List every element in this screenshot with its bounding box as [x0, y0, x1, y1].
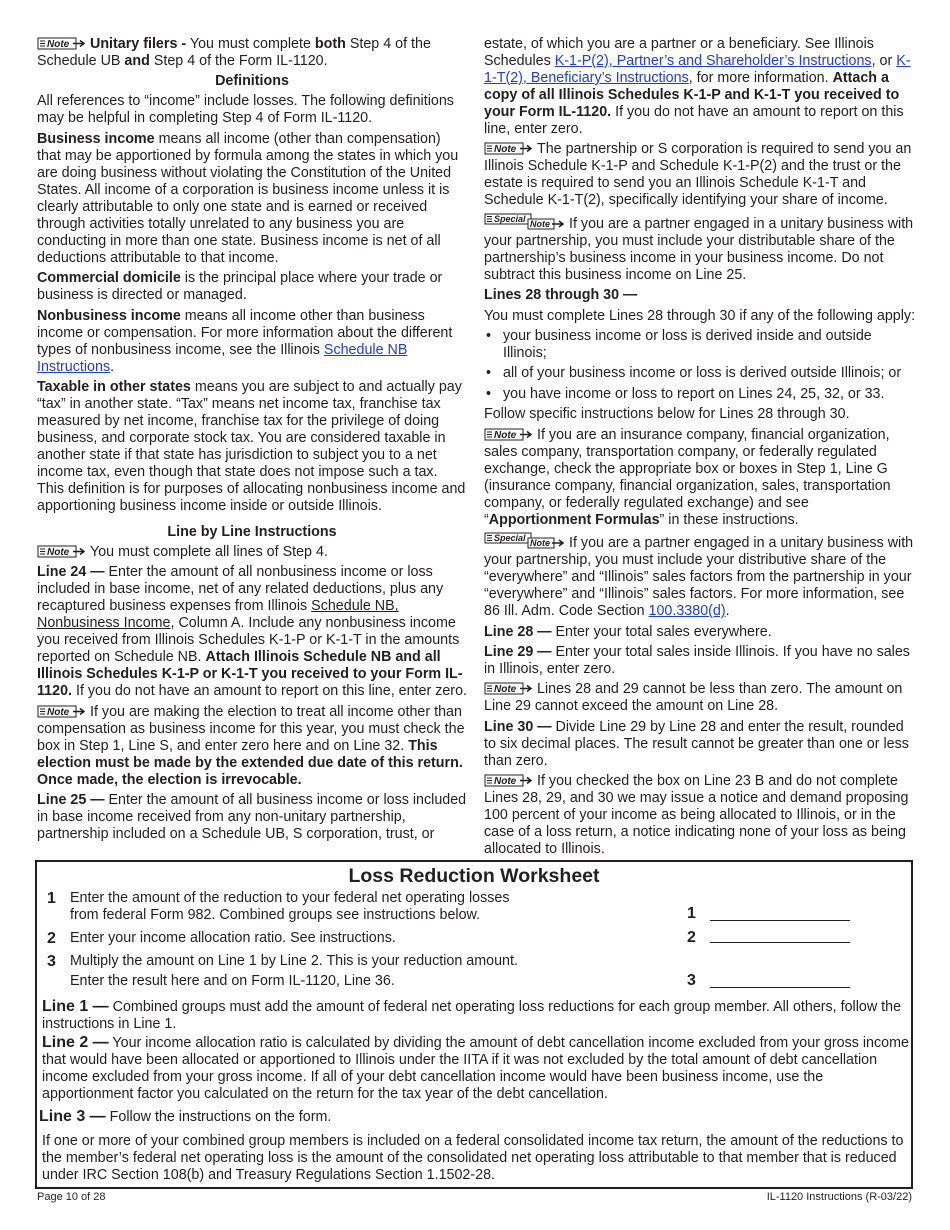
note-icon: [484, 142, 534, 155]
row-text-line-a: Enter your income allocation ratio. See instructions.: [70, 930, 396, 946]
line-29-instructions: Line 29 — Enter your total sales inside Illinois. If you have no sales in Illinois, enter zero.: [484, 644, 910, 678]
commercial-domicile-definition: Commercial domicile is the principal place where your trade or business is directed or managed.: [37, 270, 443, 304]
line-24-instructions: Line 24 — Enter the amount of all nonbusiness income or loss included in base income, net of any related deductions, plus any recaptured business expenses from Illinois Schedule NB, Nonbusiness Income, Column A. Include any nonbusiness income you received from Illinois Schedules K-1-P or K-1-T in the amounts reported on Schedule NB. Attach Illinois Schedule NB and all Illinois Schedules K-1-P or K-1-T you received to your Form IL-1120. If you do not have an amount to report on this line, enter zero.: [37, 564, 467, 700]
svg-text:Note: Note: [530, 218, 550, 229]
worksheet-line-2-explanation: Line 2 — Your income allocation ratio is calculated by dividing the amount of debt cancellation income excluded from your gross income that would have been allocated or apportioned to Illinois under the IITA if it was not excluded by the total amount of debt cancellation income excluded from your gross income. If all of your debt cancellation income would have been business income, use the apportionment factor you calculated on the return for the tax year of the debt cancellation.: [42, 1034, 909, 1102]
line-25-instructions: Line 25 — Enter the amount of all business income or loss included in base income received from any non-unitary partnership, partnership included on a Schedule UB, S corporation, trust, or: [37, 792, 467, 843]
schedule-nb-reference: Schedule NB, Nonbusiness Income: [37, 598, 399, 632]
unitary-filers-note: Note Unitary filers - You must complete both Step 4 of the Schedule UB and Step 4 of the Form IL-1120.: [37, 36, 431, 69]
special-note-icon: [484, 213, 566, 230]
special-note-sales-factors: Special Note If you are a partner engaged in a unitary business with your partnership, you must include your distributive share of the “everywhere” and “Illinois” sales factors from the partnership in your “everywhere” and “Illinois” sales factors. For more information, see 86 Ill. Adm. Code Section 100.3380(d).: [484, 533, 914, 620]
line-label: 1: [687, 905, 696, 922]
note-insurance-company: Note If you are an insurance company, financial organization, sales company, transportation company, or federally regulated exchange, check the appropriate box or boxes in Step 1, Line G (insurance company, financial organization, sales, transportation company, or federally regulated exchange) and see “Apportionment Formulas” in these instructions.: [484, 426, 891, 528]
row-number: 3: [47, 953, 56, 970]
form-identifier: IL-1120 Instructions (R-03/22): [766, 1191, 912, 1203]
adm-code-100-3380-link[interactable]: 100.3380(d): [648, 603, 726, 620]
right-column: [484, 36, 916, 862]
note-icon: [484, 428, 534, 441]
list-item: • you have income or loss to report on Lines 24, 25, 32, or 33.: [484, 386, 916, 403]
note-partnership-schedules: Note The partnership or S corporation is required to send you an Illinois Schedule K-1-P and Schedule K-1-P(2) and the trust or the estate is required to send you an Illinois Schedule K-1-T and Schedule K-1-T(2), specifically identifying your share of income.: [484, 141, 912, 209]
k-1-t2-instructions-link[interactable]: K-1-T(2), Beneficiary’s Instructions: [484, 53, 911, 86]
note-line-23b: Note If you checked the box on Line 23 B and do not complete Lines 28, 29, and 30 we may issue a notice and demand proposing 100 percent of your income as being allocated to Illinois, or in the case of a loss return, a notice indicating none of your loss as being allocated to Illinois.: [484, 773, 909, 858]
line-label: 3: [687, 972, 696, 989]
definitions-heading: Definitions: [215, 73, 289, 90]
line-28-instructions: Line 28 — Enter your total sales everywhere.: [484, 623, 772, 640]
svg-text:Special: Special: [494, 213, 526, 224]
lines-28-30-conditions: [484, 328, 916, 403]
lines-28-30-intro: You must complete Lines 28 through 30 if any of the following apply:: [484, 307, 916, 324]
follow-instructions-text: Follow specific instructions below for Lines 28 through 30.: [484, 406, 850, 423]
note-lines-28-29: Note Lines 28 and 29 cannot be less than zero. The amount on Line 29 cannot exceed the amount on Line 28.: [484, 681, 903, 715]
row-number: 1: [47, 890, 56, 907]
list-item: • all of your business income or loss is derived outside Illinois; or: [484, 365, 916, 382]
schedule-nb-instructions-link[interactable]: Schedule NB Instructions: [37, 341, 408, 375]
line-25-continued: estate, of which you are a partner or a beneficiary. See Illinois Schedules K-1-P(2), Partner’s and Shareholder’s Instructions, or K-1-T(2), Beneficiary’s Instructions, for more information. Attach a copy of all Illinois Schedules K-1-P and K-1-T you received to your Form IL-1120. If you do not have an amount to report on this line, enter zero.: [484, 36, 911, 137]
note-icon: [484, 682, 534, 695]
nonbusiness-income-definition: Nonbusiness income means all income other than business income or compensation. For more information about the different types of nonbusiness income, see the Illinois Schedule NB Instructions.: [37, 307, 453, 375]
svg-text:Note: Note: [47, 546, 70, 558]
worksheet-consolidated-note: If one or more of your combined group members is included on a federal consolidated income tax return, the amount of the reductions to the member’s federal net operating loss is the amount of the consolidated net operating loss attributable to that member that is reduced under IRC Section 108(b) and Treasury Regulations Section 1.1502-28.: [42, 1133, 904, 1183]
svg-text:Note: Note: [494, 776, 517, 788]
page-number: Page 10 of 28: [37, 1191, 106, 1203]
line-2-entry-field[interactable]: [710, 942, 850, 943]
line-3-entry-field[interactable]: [710, 987, 850, 988]
svg-text:Note: Note: [47, 706, 70, 718]
line-30-instructions: Line 30 — Divide Line 29 by Line 28 and enter the result, rounded to six decimal places. The result cannot be greater than one or less than zero.: [484, 718, 909, 769]
note-icon: [37, 545, 87, 558]
business-income-definition: Business income means all income (other than compensation) that may be apportioned by formula among the states in which you are doing business without violating the Constitution of the United States. All income of a corporation is business income unless it is clearly attributable to only one state and is earned or received through activities totally unrelated to any business you are conducting in more than one state. Business income is net of all deductions attributable to that income.: [37, 130, 459, 266]
note-business-income-election: Note If you are making the election to treat all income other than compensation as business income for this year, you must check the box in Step 1, Line S, and enter zero here and on Line 32. This election must be made by the extended due date of this return. Once made, the election is irrevocable.: [37, 703, 465, 788]
note-icon: [484, 774, 534, 787]
note-icon: [37, 705, 87, 718]
line-label: 2: [687, 929, 696, 946]
special-note-unitary-partner: Special Note If you are a partner engaged in a unitary business with your partnership, you must include your distributable share of the partnership’s business income in your business income. Do not subtract this business income on Line 25.: [484, 213, 914, 283]
svg-text:Special: Special: [494, 533, 526, 544]
svg-text:Note: Note: [47, 39, 70, 50]
lines-28-30-heading: Lines 28 through 30 —: [484, 287, 638, 304]
row-text-line-a: Multiply the amount on Line 1 by Line 2. This is your reduction amount.: [70, 953, 518, 969]
left-column: [37, 36, 467, 847]
worksheet-title: Loss Reduction Worksheet: [348, 865, 600, 887]
loss-reduction-worksheet: [35, 860, 913, 1189]
note-icon: [37, 37, 87, 50]
row-text-line-a: Enter the amount of the reduction to your federal net operating losses: [70, 890, 510, 906]
special-note-icon: [484, 532, 566, 549]
worksheet-line-3-explanation: Line 3 — Follow the instructions on the form.: [39, 1108, 332, 1125]
worksheet-line-1-explanation: Line 1 — Combined groups must add the amount of federal net operating loss reductions for each group member. All others, follow the instructions in Line 1.: [42, 998, 902, 1032]
line-1-entry-field[interactable]: [710, 920, 850, 921]
k-1-p2-instructions-link[interactable]: K-1-P(2), Partner’s and Shareholder’s Instructions: [554, 53, 872, 69]
svg-text:Note: Note: [494, 429, 517, 441]
taxable-in-other-states-definition: Taxable in other states means you are subject to and actually pay “tax” in another state. “Tax” means net income tax, franchise tax measured by net income, franchise tax for the privilege of doing business, and corporate stock tax. You are considered taxable in another state if that state has jurisdiction to subject you to a net income tax, even though that state does not impose such a tax. This definition is for purposes of allocating nonbusiness income and apportioning business income inside or outside Illinois.: [37, 378, 466, 514]
svg-text:Note: Note: [494, 684, 517, 696]
row-text-line-b: Enter the result here and on Form IL-1120, Line 36.: [70, 973, 395, 989]
definitions-intro: All references to “income” include losses. The following definitions may be helpful in completing Step 4 of Form IL-1120.: [37, 93, 454, 127]
row-text-line-b: from federal Form 982. Combined groups see instructions below.: [70, 907, 481, 923]
row-number: 2: [47, 930, 56, 947]
list-item: • your business income or loss is derived inside and outside Illinois;: [484, 328, 916, 362]
svg-text:Note: Note: [494, 144, 517, 156]
line-by-line-heading: Line by Line Instructions: [167, 523, 337, 540]
note-complete-all-lines: Note You must complete all lines of Step 4.: [37, 544, 467, 561]
svg-text:Note: Note: [530, 538, 550, 549]
